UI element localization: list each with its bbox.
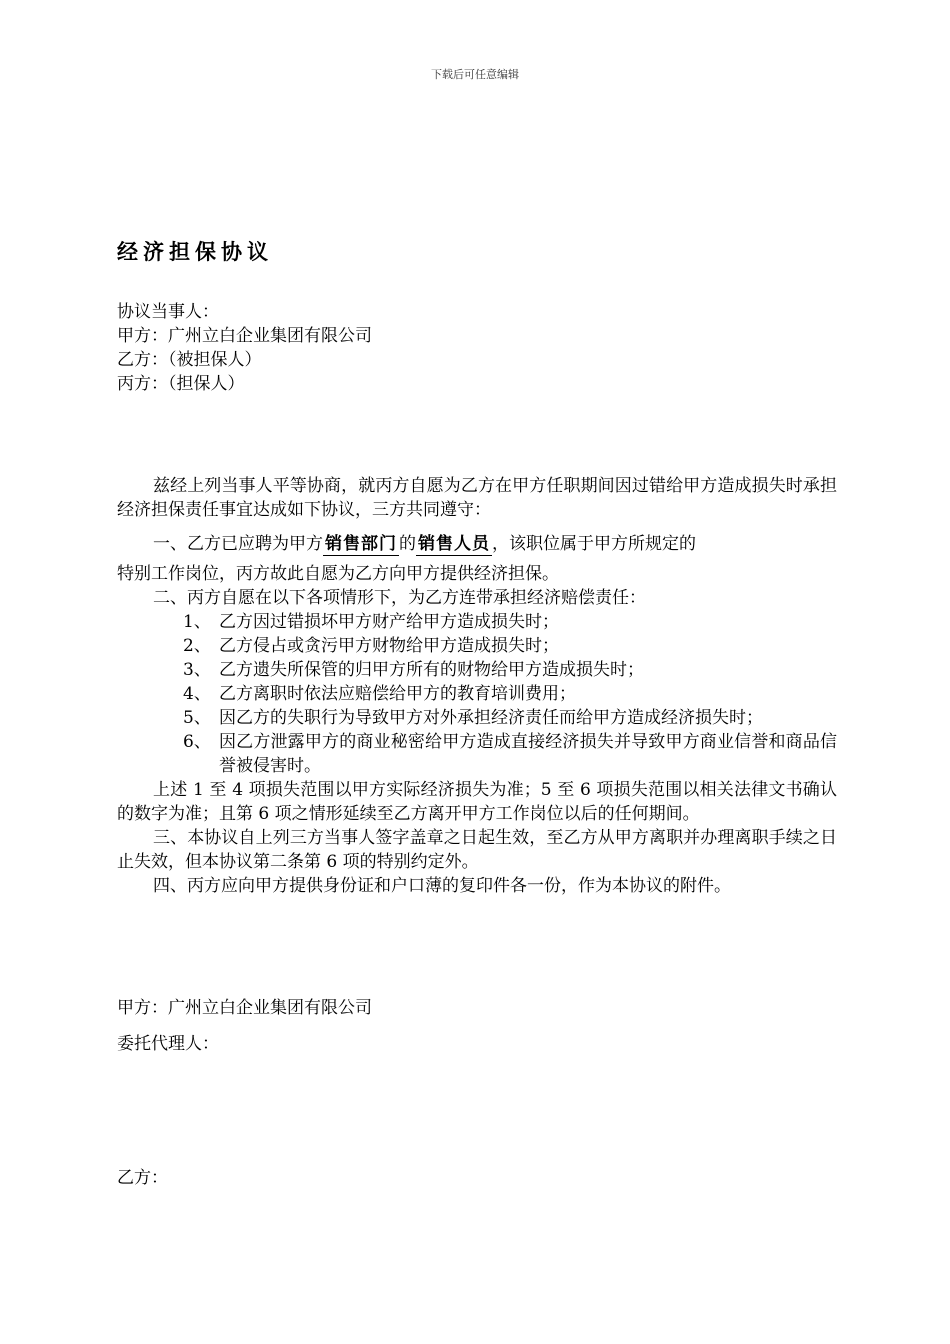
clause-3-paragraph: 三、本协议自上列三方当事人签字盖章之日起生效，至乙方从甲方离职并办理离职手续之日止失效，但本协议第二条第 6 项的特别约定外。 [117, 828, 837, 872]
list-item-number: 1、 [183, 612, 211, 632]
list-item-text: 乙方离职时依法应赔偿给甲方的教育培训费用； [219, 684, 576, 704]
list-item-text: 因乙方的失职行为导致甲方对外承担经济责任而给甲方造成经济损失时； [219, 708, 763, 728]
clause-2-heading: 二、丙方自愿在以下各项情形下，为乙方连带承担经济赔偿责任： [153, 588, 646, 608]
agreement-body [117, 474, 837, 898]
department-field: 销售部门 [325, 534, 397, 554]
list-item-number: 6、 [183, 732, 211, 752]
list-item [117, 682, 837, 706]
clause-4-paragraph: 四、丙方应向甲方提供身份证和户口薄的复印件各一份，作为本协议的附件。 [153, 876, 731, 896]
header-note: 下载后可任意编辑 [431, 68, 519, 81]
list-item-text: 乙方遗失所保管的归甲方所有的财物给甲方造成损失时； [219, 660, 644, 680]
intro-paragraph: 兹经上列当事人平等协商，就丙方自愿为乙方在甲方任职期间因过错给甲方造成损失时承担经济担保责任事宜达成如下协议，三方共同遵守： [117, 476, 837, 520]
signature-party-a [117, 996, 837, 1020]
clause-1-mid: 的 [399, 534, 416, 554]
position-field: 销售人员 [418, 534, 490, 554]
signature-agent [117, 1032, 837, 1056]
list-item-text: 因乙方泄露甲方的商业秘密给甲方造成直接经济损失并导致甲方商业信誉和商品信誉被侵害时。 [219, 732, 837, 776]
clause-1-suffix: ，该职位属于甲方所规定的 [492, 534, 696, 554]
list-item-number: 5、 [183, 708, 211, 728]
signature-party-b-line: 乙方： [117, 1168, 168, 1188]
list-item [117, 658, 837, 682]
list-item-number: 2、 [183, 636, 211, 656]
party-b-line: 乙方：（被担保人） [117, 350, 262, 370]
signature-agent-line: 委托代理人： [117, 1034, 219, 1054]
list-item [117, 706, 837, 730]
parties-section [117, 300, 837, 396]
list-item [117, 730, 837, 778]
clause-1-line-1 [117, 532, 837, 560]
list-item [117, 634, 837, 658]
clause-1-line-2: 特别工作岗位，丙方故此自愿为乙方向甲方提供经济担保。 [117, 564, 559, 584]
signature-party-b [117, 1166, 837, 1190]
list-item-text: 乙方侵占或贪污甲方财物给甲方造成损失时； [219, 636, 559, 656]
document-title: 经济担保协议 [117, 240, 273, 264]
signature-party-a-line: 甲方：广州立白企业集团有限公司 [117, 998, 372, 1018]
clause-1-prefix: 一、乙方已应聘为甲方 [153, 534, 323, 554]
clause-2-list [117, 610, 837, 778]
clause-2-note: 上述 1 至 4 项损失范围以甲方实际经济损失为准；5 至 6 项损失范围以相关法律文书确认的数字为准；且第 6 项之情形延续至乙方离开甲方工作岗位以后的任何期间。 [117, 780, 837, 824]
list-item-number: 4、 [183, 684, 211, 704]
list-item-number: 3、 [183, 660, 211, 680]
party-c-line: 丙方：（担保人） [117, 374, 245, 394]
parties-heading: 协议当事人： [117, 302, 219, 322]
list-item-text: 乙方因过错损坏甲方财产给甲方造成损失时； [219, 612, 559, 632]
list-item [117, 610, 837, 634]
party-a-line: 甲方：广州立白企业集团有限公司 [117, 326, 372, 346]
